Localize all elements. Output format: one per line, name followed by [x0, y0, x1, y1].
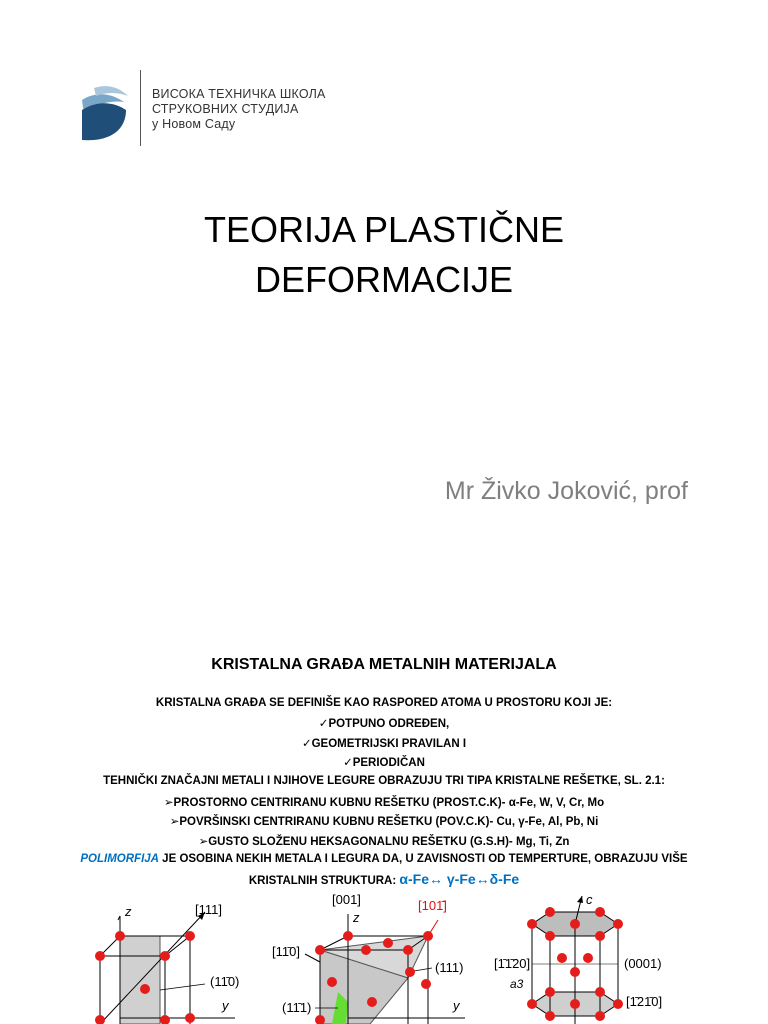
fig2-direction-red: [101̄] [418, 898, 447, 913]
fig1-axis-z: z [125, 904, 132, 919]
author-name: Mr Živko Joković, prof [444, 477, 688, 505]
fig1-direction: [111] [195, 902, 222, 917]
lattice-item-3: ➢GUSTO SLOŽENU HEKSAGONALNU REŠETKU (G.S.H)- Mg, Ti, Zn [198, 836, 570, 848]
logo-divider [140, 70, 141, 146]
fig3-direction-1120: [1̄1̄20] [494, 956, 531, 971]
check-mark-icon: ✓ [301, 738, 312, 750]
crystal-lattice-figures [70, 892, 710, 1024]
fig1-plane: (11̄0) [210, 974, 240, 989]
check-mark-icon: ✓ [318, 718, 329, 730]
fig3-direction-1210: [1̄21̄0] [626, 994, 663, 1009]
check-item-2: ✓GEOMETRIJSKI PRAVILAN I [301, 738, 467, 750]
lattice-intro-text: TEHNIČKI ZNAČAJNI METALI I NJIHOVE LEGURE OBRAZUJU TRI TIPA KRISTALNE REŠETKE, SL. 2.1: [103, 775, 665, 787]
lattice-item-1: ➢PROSTORNO CENTRIRANU KUBNU REŠETKU (PROST.C.K)- α-Fe, W, V, Cr, Mo [163, 797, 605, 809]
fig2-axis-y: y [453, 998, 460, 1013]
polimorfija-line2: KRISTALNIH STRUKTURA: α-Fe↔ γ-Fe↔δ-Fe [248, 871, 520, 887]
arrow-bullet-icon: ➢ [163, 797, 174, 809]
check-item-1: ✓POTPUNO ODREĐEN, [318, 718, 450, 730]
lattice-item-2: ➢POVRŠINSKI CENTRIRANU KUBNU REŠETKU (POV.C.K)- Cu, γ-Fe, Al, Pb, Ni [169, 816, 599, 828]
figure-fcc [272, 892, 465, 1024]
fig2-axis-z: z [353, 910, 360, 925]
fig3-axis-a3: a3 [510, 977, 524, 991]
logo-text-line3: у Новом Саду [152, 117, 236, 131]
fig2-direction-001: [001] [332, 892, 361, 907]
fig3-axis-c: c [586, 892, 593, 907]
title-line1: TEORIJA PLASTIČNE [203, 209, 565, 250]
check-item-3: ✓PERIODIČAN [343, 757, 425, 769]
intro-text: KRISTALNA GRAĐA SE DEFINIŠE KAO RASPORED ATOMA U PROSTORU KOJI JE: [155, 697, 613, 709]
title-line2: DEFORMACIJE [254, 259, 513, 300]
logo-text-line2: СТРУКОВНИХ СТУДИЈА [152, 102, 299, 116]
polimorfija-formula: α-Fe↔ γ-Fe↔δ-Fe [399, 871, 520, 887]
figure-hcp [494, 892, 662, 1024]
section-heading: KRISTALNA GRAĐA METALNIH MATERIJALA [211, 656, 557, 673]
arrow-bullet-icon: ➢ [198, 836, 209, 848]
arrow-bullet-icon: ➢ [169, 816, 180, 828]
fig1-axis-y: y [222, 998, 229, 1013]
presentation-title [0, 205, 768, 305]
fig2-direction-110: [11̄0] [272, 944, 300, 959]
check-mark-icon: ✓ [343, 757, 353, 769]
polimorfija-line1: POLIMORFIJA JE OSOBINA NEKIH METALA I LEGURA DA, U ZAVISNOSTI OD TEMPERTURE, OBRAZUJU VIŠE [80, 853, 688, 865]
figure-bcc [95, 902, 239, 1024]
fig2-plane-green: (11̄1) [282, 1000, 312, 1015]
fig2-plane-111: (111) [435, 960, 464, 975]
polimorfija-term: POLIMORFIJA [80, 853, 159, 865]
school-logo-emblem [80, 80, 132, 142]
logo-text-line1: ВИСОКА ТЕХНИЧКА ШКОЛА [152, 87, 326, 101]
fig3-plane-0001: (0001) [624, 956, 662, 971]
